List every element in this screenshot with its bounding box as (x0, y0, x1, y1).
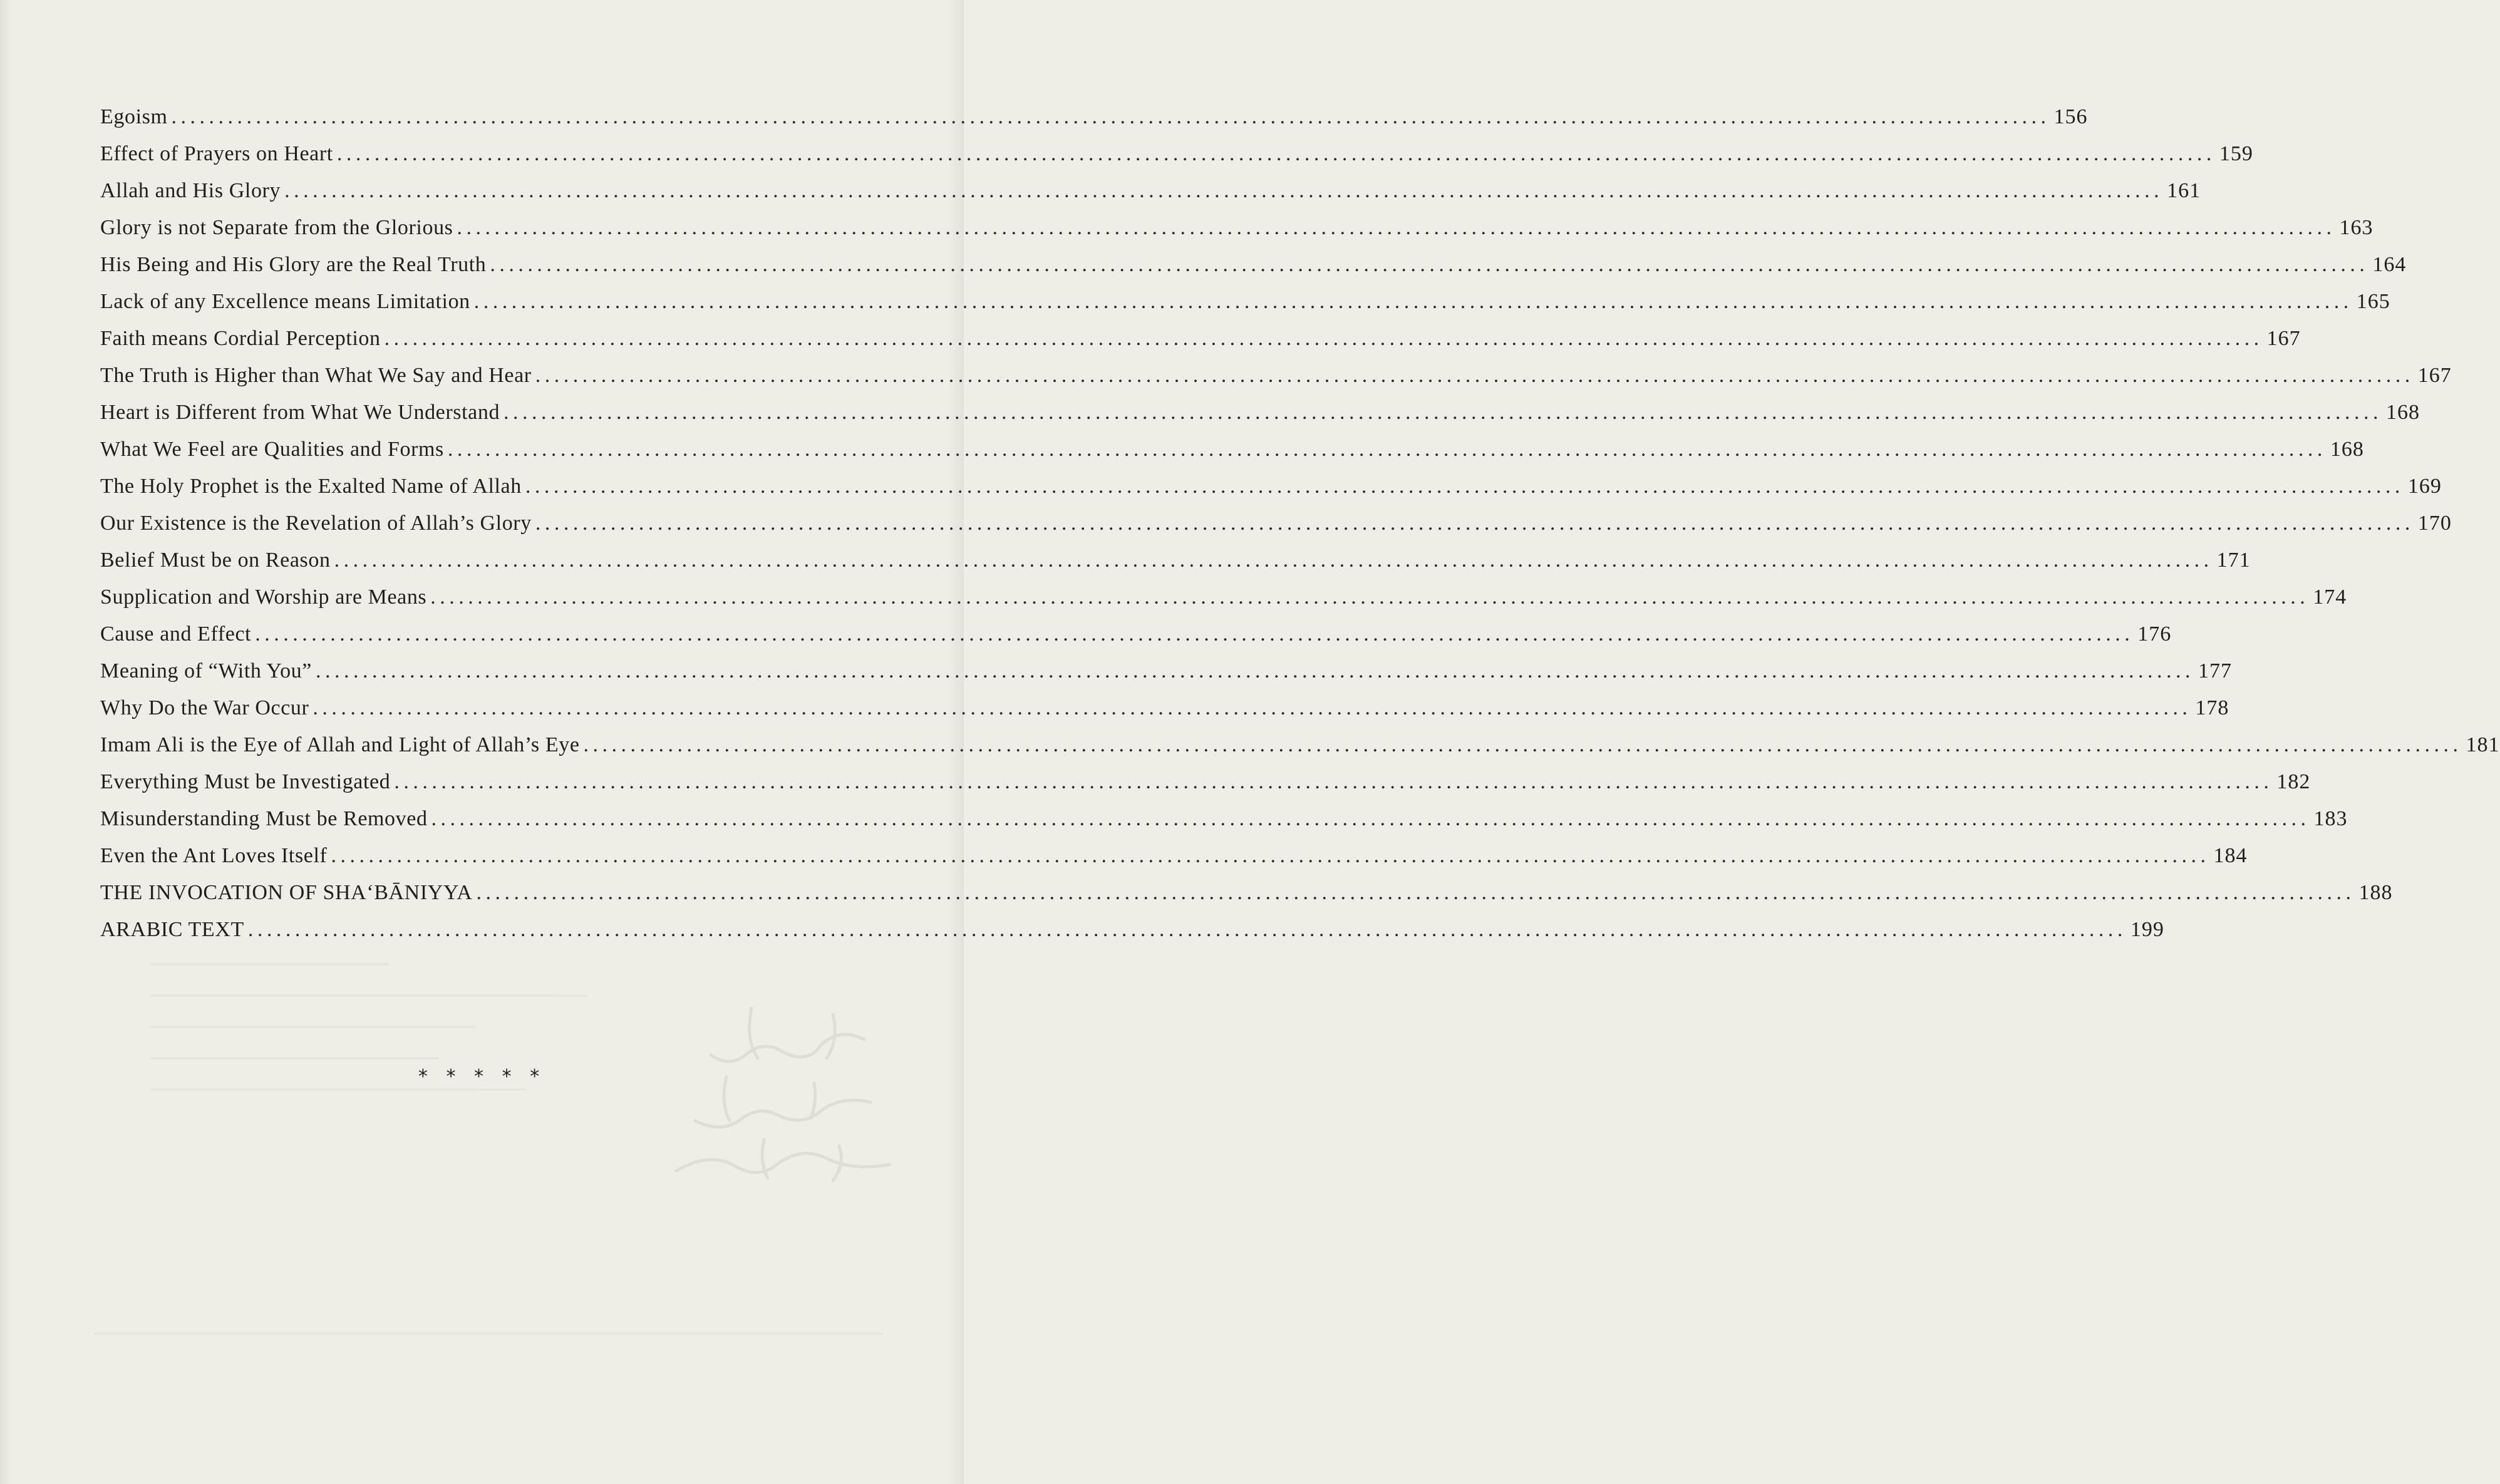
dot-leader: ........................................................................................................................................................................................................ (476, 881, 2355, 904)
dot-leader: ........................................................................................................................................................................................................ (473, 290, 2353, 313)
toc-entry-title: Effect of Prayers on Heart (100, 142, 333, 165)
toc-entry-page-number: 169 (2407, 475, 2442, 498)
toc-entry-page-number: 178 (2195, 696, 2229, 719)
toc-entry-page-number: 163 (2339, 216, 2373, 239)
toc-entry-title: Everything Must be Investigated (100, 770, 391, 793)
toc-entry-page-number: 168 (2386, 401, 2420, 424)
dot-leader: ........................................................................................................................................................................................................ (336, 142, 2216, 165)
toc-entry-title: Egoism (100, 105, 168, 128)
dot-leader: ........................................................................................................................................................................................................ (284, 179, 2164, 202)
dot-leader: ........................................................................................................................................................................................................ (247, 918, 2127, 941)
toc-entry (100, 881, 2393, 918)
toc-entry-page-number: 168 (2330, 438, 2364, 461)
toc-entry-title: Cause and Effect (100, 622, 252, 646)
toc-entry-title: Imam Ali is the Eye of Allah and Light of Allah’s Eye (100, 733, 580, 756)
toc-entry-page-number: 170 (2417, 512, 2452, 535)
toc-entry-title: Meaning of “With You” (100, 659, 312, 683)
show-through-text (0, 939, 964, 1378)
dot-leader: ........................................................................................................................................................................................................ (255, 622, 2134, 646)
toc-entry-title: Allah and His Glory (100, 179, 281, 202)
dot-leader: ........................................................................................................................................................................................................ (312, 696, 2192, 719)
dot-leader: ........................................................................................................................................................................................................ (525, 475, 2404, 498)
toc-entry-page-number: 177 (2198, 659, 2232, 683)
toc-entry-title: Misunderstanding Must be Removed (100, 807, 428, 830)
dot-leader: ........................................................................................................................................................................................................ (447, 438, 2327, 461)
toc-entry-page-number: 174 (2313, 585, 2347, 609)
toc-entry-page-number: 181 (2466, 733, 2500, 756)
toc-entry (100, 696, 2229, 733)
toc-entry (100, 733, 2500, 770)
dot-leader: ........................................................................................................................................................................................................ (583, 733, 2462, 756)
toc-entry-page-number: 164 (2372, 253, 2407, 276)
toc-entry (100, 512, 2452, 549)
toc-entry-page-number: 165 (2356, 290, 2390, 313)
dot-leader: ........................................................................................................................................................................................................ (535, 364, 2414, 387)
toc-entry-title: Heart is Different from What We Understand (100, 401, 500, 424)
toc-entry-title: What We Feel are Qualities and Forms (100, 438, 444, 461)
dot-leader: ........................................................................................................................................................................................................ (331, 844, 2210, 867)
section-separator: * * * * * (418, 1066, 546, 1088)
dot-leader: ........................................................................................................................................................................................................ (315, 659, 2194, 683)
toc-entry-page-number: 188 (2358, 881, 2393, 904)
toc-entry (100, 105, 2088, 142)
toc-entry (100, 290, 2390, 327)
toc-entry (100, 216, 2373, 253)
toc-entry-title: ARABIC TEXT (100, 918, 244, 941)
toc-entry-title: Why Do the War Occur (100, 696, 309, 719)
toc-entry (100, 549, 2251, 585)
toc-entry-title: Even the Ant Loves Itself (100, 844, 328, 867)
toc-entry (100, 585, 2347, 622)
toc-entry-page-number: 167 (2266, 327, 2301, 350)
dot-leader: ........................................................................................................................................................................................................ (384, 327, 2263, 350)
dot-leader: ........................................................................................................................................................................................................ (504, 401, 2383, 424)
dot-leader: ........................................................................................................................................................................................................ (430, 585, 2310, 609)
toc-entry (100, 918, 2164, 955)
toc-entry (100, 401, 2420, 438)
toc-entry (100, 844, 2248, 881)
toc-entry-title: His Being and His Glory are the Real Truth (100, 253, 487, 276)
toc-entry-page-number: 182 (2276, 770, 2311, 793)
toc-entry-title: THE INVOCATION OF SHA‘BĀNIYYA (100, 881, 473, 904)
toc-entry (100, 438, 2364, 475)
toc-entry-page-number: 183 (2313, 807, 2348, 830)
toc-entry-title: Faith means Cordial Perception (100, 327, 381, 350)
toc-entry (100, 179, 2201, 216)
toc-entry-title: Glory is not Separate from the Glorious (100, 216, 453, 239)
toc-entry (100, 807, 2348, 844)
toc-entry (100, 475, 2442, 512)
toc-entry (100, 770, 2311, 807)
dot-leader: ........................................................................................................................................................................................................ (457, 216, 2336, 239)
toc-entry-page-number: 161 (2167, 179, 2201, 202)
dot-leader: ........................................................................................................................................................................................................ (394, 770, 2273, 793)
toc-entry-page-number: 159 (2219, 142, 2253, 165)
toc-entry-page-number: 176 (2137, 622, 2172, 646)
dot-leader: ........................................................................................................................................................................................................ (490, 253, 2369, 276)
table-of-contents (100, 105, 2500, 955)
toc-entry-page-number: 167 (2417, 364, 2452, 387)
toc-entry-page-number: 171 (2216, 549, 2251, 572)
dot-leader: ........................................................................................................................................................................................................ (431, 807, 2310, 830)
toc-entry-title: Lack of any Excellence means Limitation (100, 290, 470, 313)
toc-entry-title: Belief Must be on Reason (100, 549, 331, 572)
toc-entry (100, 364, 2452, 401)
toc-entry (100, 659, 2232, 696)
toc-entry (100, 253, 2407, 290)
toc-entry-page-number: 184 (2213, 844, 2248, 867)
toc-entry (100, 142, 2253, 179)
toc-entry-title: The Truth is Higher than What We Say and Hear (100, 364, 532, 387)
dot-leader: ........................................................................................................................................................................................................ (334, 549, 2213, 572)
toc-entry (100, 622, 2172, 659)
dot-leader: ........................................................................................................................................................................................................ (171, 105, 2050, 128)
toc-entry-page-number: 156 (2053, 105, 2088, 128)
toc-entry (100, 327, 2301, 364)
toc-entry-title: Our Existence is the Revelation of Allah’s Glory (100, 512, 532, 535)
toc-entry-title: Supplication and Worship are Means (100, 585, 427, 609)
toc-entry-title: The Holy Prophet is the Exalted Name of Allah (100, 475, 522, 498)
dot-leader: ........................................................................................................................................................................................................ (535, 512, 2414, 535)
toc-entry-page-number: 199 (2130, 918, 2164, 941)
